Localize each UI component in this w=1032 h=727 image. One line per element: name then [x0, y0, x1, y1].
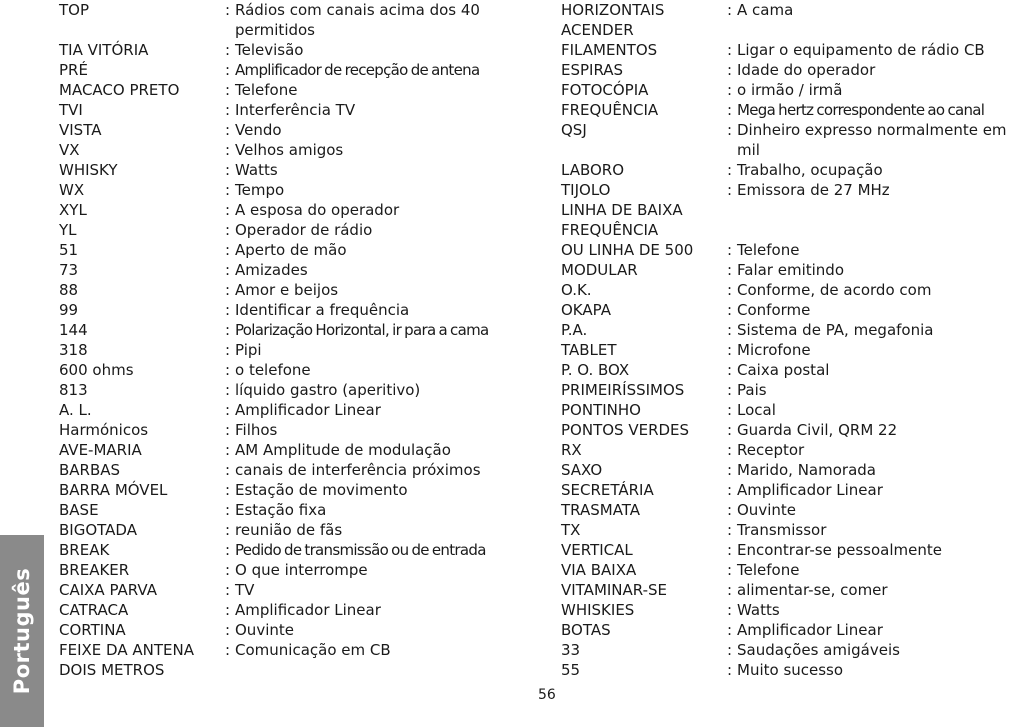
glossary-row [561, 180, 1032, 200]
glossary-row [59, 260, 534, 280]
glossary-definition: Watts [737, 601, 780, 619]
side-tab-label: Português [10, 567, 34, 695]
glossary-term: 51 [59, 241, 79, 259]
glossary-separator: : [225, 361, 231, 379]
glossary-row [561, 200, 1032, 240]
glossary-definition: Emissora de 27 MHz [737, 181, 890, 199]
glossary-row [59, 100, 534, 120]
glossary-row [561, 320, 1032, 340]
glossary-definition: Vendo [235, 121, 282, 139]
glossary-separator: : [225, 561, 231, 579]
glossary-definition: A cama [737, 1, 794, 19]
glossary-term: 88 [59, 281, 79, 299]
glossary-definition: Marido, Namorada [737, 461, 876, 479]
glossary-definition: Televisão [235, 41, 304, 59]
glossary-term: LINHA DE BAIXA FREQUÊNCIA [561, 201, 683, 239]
glossary-separator: : [225, 541, 231, 559]
glossary-separator: : [727, 581, 733, 599]
glossary-separator: : [727, 181, 733, 199]
glossary-row [561, 260, 1032, 280]
glossary-separator: : [225, 161, 231, 179]
glossary-term: TIA VITÓRIA [59, 41, 149, 59]
glossary-separator: : [727, 521, 733, 539]
glossary-definition: Comunicação em CB [235, 641, 391, 659]
glossary-separator [711, 200, 721, 240]
glossary-definition: Amizades [235, 261, 308, 279]
glossary-definition: O que interrompe [235, 561, 368, 579]
glossary-separator: : [727, 61, 733, 79]
glossary-row [561, 480, 1032, 500]
glossary-separator: : [225, 581, 231, 599]
glossary-row [561, 0, 1032, 40]
glossary-row [561, 620, 1032, 640]
glossary-separator: : [727, 241, 733, 259]
glossary-row [561, 300, 1032, 320]
glossary-separator: : [727, 641, 733, 659]
glossary-separator: : [225, 241, 231, 259]
glossary-separator: : [225, 221, 231, 239]
glossary-term: HORIZONTAIS ACENDER [561, 1, 665, 39]
glossary-term: MODULAR [561, 261, 638, 279]
glossary-separator: : [727, 661, 733, 679]
glossary-separator: : [225, 81, 231, 99]
glossary-separator: : [727, 421, 733, 439]
glossary-row [59, 540, 534, 560]
glossary-term: A. L. [59, 401, 92, 419]
glossary-row [59, 240, 534, 260]
glossary-row [59, 620, 534, 640]
glossary-definition: Amplificador Linear [235, 601, 381, 619]
glossary-row [561, 420, 1032, 440]
glossary-row [59, 160, 534, 180]
glossary-row [561, 120, 1032, 160]
glossary-definition [235, 660, 534, 680]
glossary-row [561, 60, 1032, 80]
glossary-separator: : [225, 1, 231, 19]
glossary-definition: Receptor [737, 441, 805, 459]
glossary-term: FREQUÊNCIA [561, 101, 659, 119]
glossary-definition: Ouvinte [235, 621, 294, 639]
glossary-definition: Interferência TV [235, 101, 356, 119]
glossary-row [561, 160, 1032, 180]
glossary-term: PRIMEIRÍSSIMOS [561, 381, 685, 399]
glossary-separator: : [225, 301, 231, 319]
glossary-definition: Watts [235, 161, 278, 179]
glossary-separator: : [727, 561, 733, 579]
glossary-term: FOTOCÓPIA [561, 81, 649, 99]
glossary-term: SAXO [561, 461, 603, 479]
glossary-row [59, 180, 534, 200]
glossary-term: TVI [59, 101, 83, 119]
glossary-row [561, 40, 1032, 60]
glossary-row [59, 40, 534, 60]
glossary-term: 33 [561, 641, 581, 659]
glossary-row [561, 560, 1032, 580]
glossary-definition: Falar emitindo [737, 261, 844, 279]
glossary-separator: : [727, 501, 733, 519]
glossary-definition: Sistema de PA, megafonia [737, 321, 934, 339]
glossary-term: VITAMINAR-SE [561, 581, 668, 599]
glossary-separator: : [225, 141, 231, 159]
glossary-separator: : [727, 361, 733, 379]
glossary-separator: : [225, 121, 231, 139]
glossary-row [59, 80, 534, 100]
glossary-term: OU LINHA DE 500 [561, 241, 694, 259]
glossary-definition: Microfone [737, 341, 811, 359]
glossary-term: TOP [59, 1, 90, 19]
glossary-term: LABORO [561, 161, 625, 179]
glossary-term: BREAKER [59, 561, 130, 579]
glossary-separator: : [225, 101, 231, 119]
glossary-definition: Saudações amigáveis [737, 641, 900, 659]
glossary-separator: : [225, 461, 231, 479]
glossary-separator: : [225, 501, 231, 519]
glossary-definition: Telefone [737, 241, 800, 259]
glossary-separator: : [225, 441, 231, 459]
glossary-separator: : [727, 1, 733, 19]
glossary-row [59, 640, 534, 660]
glossary-term: BOTAS [561, 621, 611, 639]
glossary-term: VISTA [59, 121, 102, 139]
glossary-definition: Telefone [235, 81, 298, 99]
glossary-definition: Muito sucesso [737, 661, 844, 679]
glossary-definition: Pais [737, 381, 767, 399]
glossary-row [59, 380, 534, 400]
glossary-row [59, 660, 534, 680]
glossary-row [561, 360, 1032, 380]
glossary-row [59, 200, 534, 220]
glossary-definition: Guarda Civil, QRM 22 [737, 421, 898, 439]
glossary-right-column [561, 0, 1032, 680]
language-side-tab [0, 535, 44, 727]
glossary-separator: : [727, 481, 733, 499]
glossary-term: VERTICAL [561, 541, 633, 559]
glossary-term: TIJOLO [561, 181, 611, 199]
glossary-term: CATRACA [59, 601, 129, 619]
glossary-term: FEIXE DA ANTENA [59, 641, 194, 659]
glossary-term: P.A. [561, 321, 588, 339]
glossary-definition: Tempo [235, 181, 285, 199]
glossary-term: BIGOTADA [59, 521, 137, 539]
glossary-term: WHISKY [59, 161, 118, 179]
glossary-term: BREAK [59, 541, 110, 559]
glossary-term: PONTINHO [561, 401, 641, 419]
glossary-definition: Amplificador Linear [235, 401, 381, 419]
glossary-row [561, 500, 1032, 520]
glossary-term: WHISKIES [561, 601, 635, 619]
glossary-term: VX [59, 141, 80, 159]
glossary-row [59, 220, 534, 240]
glossary-separator: : [225, 261, 231, 279]
glossary-term: O.K. [561, 281, 592, 299]
glossary-separator: : [727, 541, 733, 559]
glossary-row [561, 640, 1032, 660]
glossary-definition: Dinheiro expresso normalmente em mil [737, 121, 1007, 159]
glossary-row [561, 540, 1032, 560]
glossary-separator: : [225, 201, 231, 219]
glossary-definition: Amor e beijos [235, 281, 339, 299]
glossary-separator: : [727, 121, 733, 139]
glossary-term: DOIS METROS [59, 661, 165, 679]
glossary-term: PONTOS VERDES [561, 421, 690, 439]
glossary-definition: Rádios com canais acima dos 40 permitidos [235, 1, 480, 39]
glossary-definition: líquido gastro (aperitivo) [235, 381, 421, 399]
glossary-definition: reunião de fãs [235, 521, 343, 539]
glossary-term: WX [59, 181, 85, 199]
glossary-definition: Polarização Horizontal, ir para a cama [235, 321, 489, 339]
glossary-separator: : [225, 481, 231, 499]
glossary-definition: Telefone [737, 561, 800, 579]
glossary-term: TX [561, 521, 581, 539]
glossary-definition: Caixa postal [737, 361, 830, 379]
glossary-term: 144 [59, 321, 88, 339]
glossary-separator: : [225, 421, 231, 439]
glossary-row [59, 60, 534, 80]
glossary-definition: o telefone [235, 361, 311, 379]
glossary-row [59, 420, 534, 440]
glossary-term: 813 [59, 381, 88, 399]
glossary-row [59, 400, 534, 420]
page-number: 56 [538, 687, 556, 703]
glossary-row [59, 280, 534, 300]
glossary-definition: Trabalho, ocupação [737, 161, 883, 179]
glossary-separator: : [225, 601, 231, 619]
glossary-separator: : [727, 601, 733, 619]
glossary-term: BARBAS [59, 461, 121, 479]
glossary-definition: Amplificador Linear [737, 621, 883, 639]
glossary-row [59, 0, 534, 40]
glossary-row [561, 240, 1032, 260]
glossary-row [59, 360, 534, 380]
glossary-row [59, 500, 534, 520]
glossary-row [561, 400, 1032, 420]
glossary-separator: : [225, 381, 231, 399]
glossary-row [561, 520, 1032, 540]
glossary-term: Harmónicos [59, 421, 149, 439]
glossary-separator: : [727, 321, 733, 339]
glossary-definition: Filhos [235, 421, 278, 439]
glossary-separator: : [727, 161, 733, 179]
glossary-term: 600 ohms [59, 361, 134, 379]
glossary-row [561, 460, 1032, 480]
glossary-term: PRÉ [59, 61, 88, 79]
glossary-separator: : [727, 41, 733, 59]
glossary-row [59, 120, 534, 140]
glossary-definition: Velhos amigos [235, 141, 344, 159]
glossary-separator: : [727, 441, 733, 459]
glossary-separator: : [225, 401, 231, 419]
glossary-left-column [59, 0, 534, 680]
glossary-term: FILAMENTOS [561, 41, 658, 59]
glossary-term: 318 [59, 341, 88, 359]
glossary-separator: : [727, 401, 733, 419]
glossary-row [59, 520, 534, 540]
glossary-row [59, 480, 534, 500]
glossary-definition: Conforme [737, 301, 811, 319]
glossary-definition: Operador de rádio [235, 221, 373, 239]
glossary-definition: Pipi [235, 341, 262, 359]
glossary-separator: : [727, 281, 733, 299]
glossary-row [561, 100, 1032, 120]
glossary-row [59, 140, 534, 160]
glossary-term: MACACO PRETO [59, 81, 180, 99]
glossary-row [561, 440, 1032, 460]
glossary-definition: A esposa do operador [235, 201, 400, 219]
glossary-term: P. O. BOX [561, 361, 630, 379]
glossary-row [59, 580, 534, 600]
glossary-definition: Identificar a frequência [235, 301, 410, 319]
glossary-definition: Estação de movimento [235, 481, 408, 499]
glossary-term: VIA BAIXA [561, 561, 637, 579]
glossary-separator: : [225, 621, 231, 639]
glossary-separator: : [225, 181, 231, 199]
glossary-separator: : [727, 461, 733, 479]
glossary-separator: : [727, 341, 733, 359]
glossary-row [561, 380, 1032, 400]
glossary-separator: : [727, 381, 733, 399]
glossary-definition: Idade do operador [737, 61, 876, 79]
glossary-term: ESPIRAS [561, 61, 624, 79]
glossary-term: RX [561, 441, 582, 459]
glossary-definition: Ligar o equipamento de rádio CB [737, 41, 985, 59]
glossary-definition [721, 200, 1032, 240]
glossary-separator: : [225, 41, 231, 59]
glossary-separator: : [727, 101, 733, 119]
glossary-definition: Amplificador de recepção de antena [235, 61, 480, 79]
glossary-separator: : [225, 521, 231, 539]
glossary-term: TRASMATA [561, 501, 641, 519]
glossary-row [59, 440, 534, 460]
glossary-separator: : [727, 261, 733, 279]
glossary-row [59, 300, 534, 320]
glossary-definition: TV [235, 581, 255, 599]
glossary-row [59, 340, 534, 360]
glossary-definition: Estação fixa [235, 501, 327, 519]
glossary-definition: Amplificador Linear [737, 481, 883, 499]
glossary-row [59, 600, 534, 620]
glossary-term: 99 [59, 301, 79, 319]
glossary-definition: Conforme, de acordo com [737, 281, 932, 299]
glossary-separator: : [727, 81, 733, 99]
glossary-definition: Pedido de transmissão ou de entrada [235, 541, 486, 559]
glossary-row [561, 280, 1032, 300]
glossary-definition: Mega hertz correspondente ao canal [737, 101, 985, 119]
glossary-term: AVE-MARIA [59, 441, 142, 459]
glossary-separator: : [225, 321, 231, 339]
glossary-separator: : [225, 61, 231, 79]
glossary-row [59, 560, 534, 580]
glossary-separator: : [727, 301, 733, 319]
glossary-row [561, 340, 1032, 360]
glossary-term: BASE [59, 501, 99, 519]
glossary-separator: : [225, 641, 231, 659]
glossary-term: XYL [59, 201, 87, 219]
glossary-term: 73 [59, 261, 79, 279]
glossary-term: CORTINA [59, 621, 126, 639]
glossary-definition: Ouvinte [737, 501, 796, 519]
glossary-definition: canais de interferência próximos [235, 461, 481, 479]
glossary-definition: Transmissor [737, 521, 827, 539]
glossary-term: SECRETÁRIA [561, 481, 654, 499]
glossary-definition: Encontrar-se pessoalmente [737, 541, 942, 559]
glossary-definition: alimentar-se, comer [737, 581, 888, 599]
glossary-term: YL [59, 221, 77, 239]
glossary-term: QSJ [561, 121, 587, 139]
glossary-definition: Aperto de mão [235, 241, 347, 259]
glossary-term: 55 [561, 661, 581, 679]
glossary-term: BARRA MÓVEL [59, 481, 168, 499]
glossary-separator [225, 660, 235, 680]
glossary-definition: Local [737, 401, 776, 419]
glossary-separator: : [225, 281, 231, 299]
glossary-row [561, 660, 1032, 680]
glossary-definition: AM Amplitude de modulação [235, 441, 451, 459]
glossary-definition: o irmão / irmã [737, 81, 843, 99]
glossary-term: OKAPA [561, 301, 611, 319]
glossary-row [561, 80, 1032, 100]
glossary-row [59, 320, 534, 340]
glossary-separator: : [727, 621, 733, 639]
glossary-row [59, 460, 534, 480]
glossary-row [561, 600, 1032, 620]
glossary-term: CAIXA PARVA [59, 581, 157, 599]
glossary-term: TABLET [561, 341, 617, 359]
glossary-row [561, 580, 1032, 600]
glossary-separator: : [225, 341, 231, 359]
